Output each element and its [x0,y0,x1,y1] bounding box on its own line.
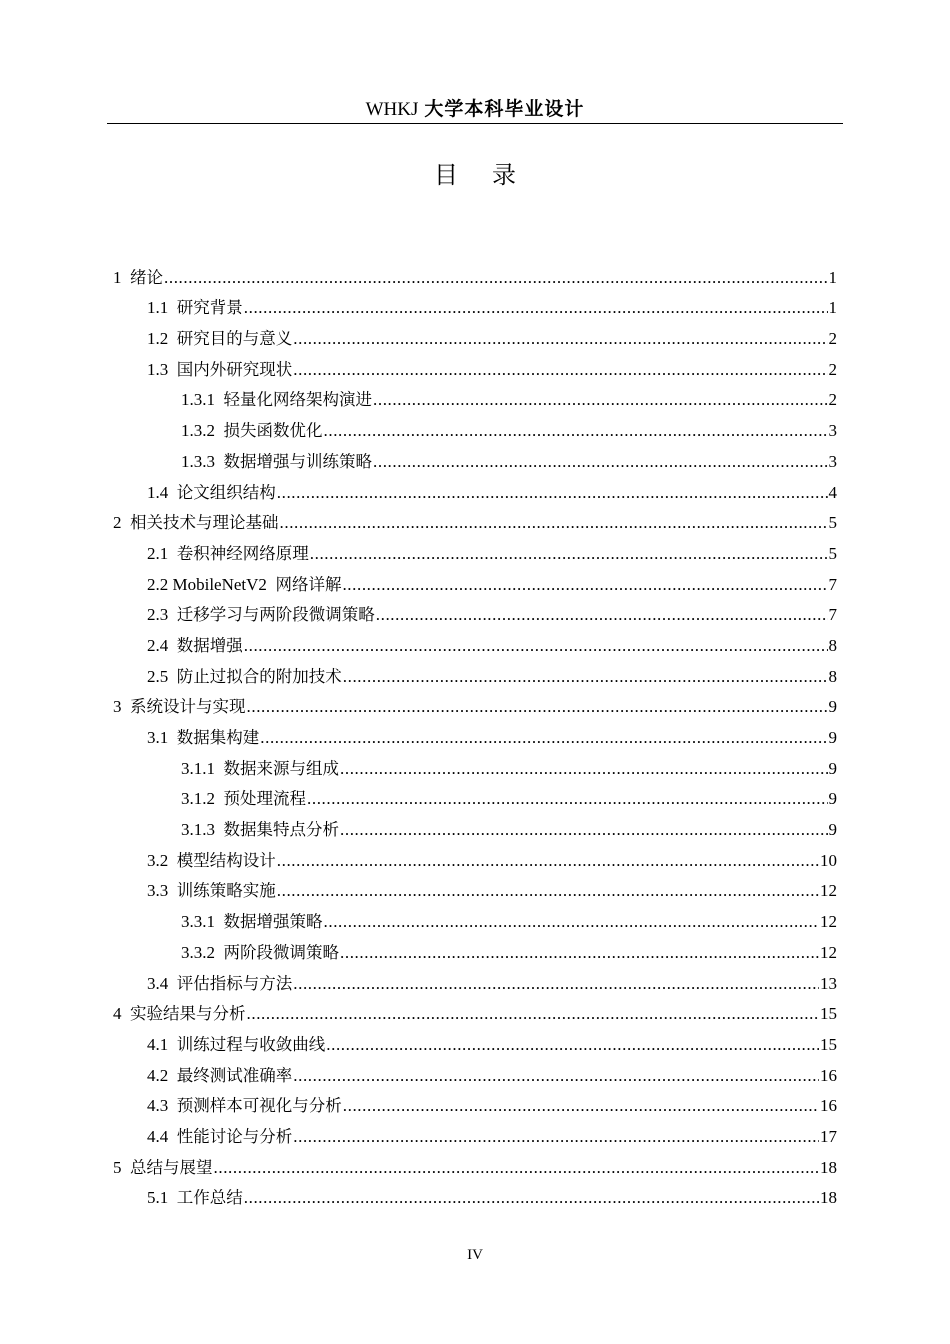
toc-entry[interactable] [0,508,950,539]
toc-entry-title: 国内外研究现状 [176,359,293,379]
toc-entry-number: 1.2 [147,329,177,349]
toc-entry-number: 3.2 [147,850,177,870]
toc-entry-title: 迁移学习与两阶段微调策略 [176,605,375,625]
toc-entry[interactable] [0,354,950,385]
toc-entry-title: 数据集特点分析 [223,820,339,840]
toc-entry[interactable] [0,753,950,784]
toc-entry-page: 18 [820,1157,837,1177]
toc-entry[interactable] [0,814,950,845]
toc-leader-dots [310,539,828,569]
toc-entry-number: 2.1 [147,543,177,563]
toc-entry-number: 1.3.3 [181,451,224,471]
toc-entry[interactable] [0,1121,950,1152]
toc-entry[interactable] [0,876,950,907]
toc-entry[interactable] [0,937,950,968]
toc-entry[interactable] [0,385,950,416]
toc-entry-title: 评估指标与方法 [176,973,293,993]
toc-entry[interactable] [0,293,950,324]
toc-leader-dots [343,662,828,692]
toc-leader-dots [280,508,828,538]
toc-entry-number: 1.1 [147,298,177,318]
toc-entry[interactable] [0,1060,950,1091]
toc-leader-dots [277,876,819,906]
toc-entry-page: 9 [828,728,837,747]
header-school: WHKJ [365,99,419,120]
toc-entry-number: 4 [113,1004,130,1024]
toc-entry[interactable] [0,538,950,569]
toc-entry-page: 2 [828,390,837,410]
toc-entry-page: 12 [820,912,837,932]
toc-leader-dots [293,1061,819,1091]
toc-entry-page: 7 [828,605,837,625]
toc-entry-page: 3 [828,421,837,441]
toc-entry-number: 2.2 MobileNetV2 [147,574,276,594]
toc-entry-page: 7 [828,574,837,594]
toc-entry-number: 3.1 [147,728,177,747]
toc-leader-dots [373,447,828,477]
toc-entry-page: 8 [828,666,837,686]
toc-leader-dots [293,1122,819,1152]
toc-entry-page: 9 [828,789,837,809]
toc-entry[interactable] [0,722,950,753]
toc-entry-number: 1.3 [147,359,177,379]
toc-entry-number: 2.5 [147,666,177,686]
toc-entry-page: 3 [828,451,837,471]
toc-leader-dots [293,324,827,354]
toc-entry[interactable] [0,1183,950,1214]
toc-leader-dots [307,784,828,814]
toc-entry-number: 1 [113,267,130,287]
toc-entry-page: 15 [820,1004,837,1024]
toc-entry-page: 13 [820,973,837,993]
toc-entry-page: 16 [820,1096,837,1116]
toc-entry-title: 研究目的与意义 [176,329,293,349]
toc-entry-page: 12 [820,881,837,901]
toc-entry-number: 4.2 [147,1065,177,1085]
toc-entry-title: 实验结果与分析 [130,1004,246,1024]
toc-entry-page: 8 [828,635,837,655]
toc-entry[interactable] [0,323,950,354]
toc-entry[interactable] [0,415,950,446]
toc-entry[interactable] [0,1091,950,1122]
toc-entry-title: 论文组织结构 [176,482,276,502]
toc-entry[interactable] [0,1029,950,1060]
toc-entry-number: 3.1.2 [181,789,224,809]
toc-entry-number: 2 [113,513,130,533]
toc-entry-number: 3.3.2 [181,942,224,962]
toc-entry-number: 3 [113,697,130,717]
toc-entry-page: 10 [820,850,837,870]
toc-entry-title: 研究背景 [176,298,243,318]
toc-entry-page: 5 [828,513,837,533]
toc-entry-title: 工作总结 [176,1188,243,1208]
toc-entry-title: 训练策略实施 [176,881,276,901]
toc-entry-page: 5 [828,543,837,563]
toc-entry-page: 9 [828,697,837,717]
toc-leader-dots [326,1030,819,1060]
toc-entry-number: 4.3 [147,1096,177,1116]
toc-leader-dots [247,692,828,722]
toc-entry[interactable] [0,1152,950,1183]
toc-leader-dots [260,723,827,753]
toc-leader-dots [244,631,828,661]
toc-leader-dots [342,570,827,600]
toc-entry-title: 最终测试准确率 [176,1065,293,1085]
toc-entry-page: 18 [820,1188,837,1208]
toc-entry-page: 9 [828,758,837,778]
toc-entry-page: 1 [828,298,837,318]
toc-entry-page: 9 [828,820,837,840]
toc-entry-number: 3.3 [147,881,177,901]
toc-entry-title: 数据增强与训练策略 [223,451,372,471]
toc-leader-dots [244,293,828,323]
toc-entry[interactable] [0,999,950,1030]
toc-entry[interactable] [0,661,950,692]
toc-leader-dots [340,754,828,784]
toc-title-char-2: 录 [492,161,516,189]
toc-entry-title: 性能讨论与分析 [176,1126,293,1146]
header-title: 大学本科毕业设计 [424,98,585,120]
toc-entry-title: 数据来源与组成 [223,758,339,778]
toc-entry-title: 数据增强策略 [223,912,323,932]
toc-entry-number: 1.4 [147,482,177,502]
toc-leader-dots [244,1183,819,1213]
toc-entry[interactable] [0,784,950,815]
toc-entry-number: 3.1.1 [181,758,224,778]
toc-entry-title: 数据集构建 [176,728,260,747]
toc-entry-number: 1.3.2 [181,421,224,441]
toc-entry-title: 预处理流程 [223,789,306,809]
toc-leader-dots [343,1091,819,1121]
toc-entry-title: 绪论 [130,267,163,287]
toc-entry-page: 1 [828,267,837,287]
toc-entry-page: 16 [820,1065,837,1085]
toc-entry[interactable] [0,262,950,293]
toc-entry-page: 2 [828,329,837,349]
toc-leader-dots [164,263,828,293]
toc-entry-page: 12 [820,942,837,962]
toc-entry[interactable] [0,630,950,661]
toc-entry-number: 2.3 [147,605,177,625]
toc-entry[interactable] [0,477,950,508]
toc-entry-page: 15 [820,1034,837,1054]
page-header [107,96,843,124]
toc-leader-dots [277,478,828,508]
toc-leader-dots [340,815,828,845]
toc-entry-number: 5.1 [147,1188,177,1208]
toc-leader-dots [376,600,828,630]
toc-entry-number: 3.3.1 [181,912,224,932]
toc-title [0,158,950,192]
toc-entry-title: 预测样本可视化与分析 [176,1096,342,1116]
toc-entry[interactable] [0,692,950,723]
toc-entry[interactable] [0,600,950,631]
toc-leader-dots [214,1153,820,1183]
toc-entry-number: 2.4 [147,635,177,655]
toc-entry-page: 17 [820,1126,837,1146]
toc-entry-title: 损失函数优化 [223,421,323,441]
toc-entry-number: 3.1.3 [181,820,224,840]
toc-leader-dots [277,846,819,876]
toc-entry-number: 1.3.1 [181,390,224,410]
toc-leader-dots [293,969,819,999]
toc-entry-title: 系统设计与实现 [130,697,246,717]
toc-entry-title: 总结与展望 [130,1157,213,1177]
toc-entry-number: 4.4 [147,1126,177,1146]
toc-entry-title: 轻量化网络架构演进 [223,390,372,410]
page-number: IV [467,1247,483,1263]
toc-entry[interactable] [0,968,950,999]
toc-entry-number: 4.1 [147,1034,177,1054]
toc-entry-title: 相关技术与理论基础 [130,513,279,533]
toc-entry[interactable] [0,569,950,600]
toc-leader-dots [324,907,820,937]
toc-entry[interactable] [0,906,950,937]
toc-entry-title: 训练过程与收敛曲线 [176,1034,326,1054]
toc-entry-number: 3.4 [147,973,177,993]
toc-title-char-1: 目 [434,161,458,189]
toc-entry-title: 卷积神经网络原理 [176,543,309,563]
toc-entry-page: 4 [828,482,837,502]
toc-leader-dots [340,938,819,968]
toc-entry-number: 5 [113,1157,130,1177]
toc-entry-title: 数据增强 [176,635,243,655]
table-of-contents [0,262,950,1213]
toc-entry[interactable] [0,845,950,876]
toc-leader-dots [324,416,828,446]
toc-leader-dots [373,385,828,415]
toc-entry-page: 2 [828,359,837,379]
toc-entry-title: 防止过拟合的附加技术 [176,666,342,686]
toc-entry-title: 模型结构设计 [176,850,276,870]
toc-entry-title: 两阶段微调策略 [223,942,339,962]
toc-leader-dots [247,999,820,1029]
toc-leader-dots [293,355,827,385]
toc-entry-title: 网络详解 [275,574,342,594]
toc-entry[interactable] [0,446,950,477]
